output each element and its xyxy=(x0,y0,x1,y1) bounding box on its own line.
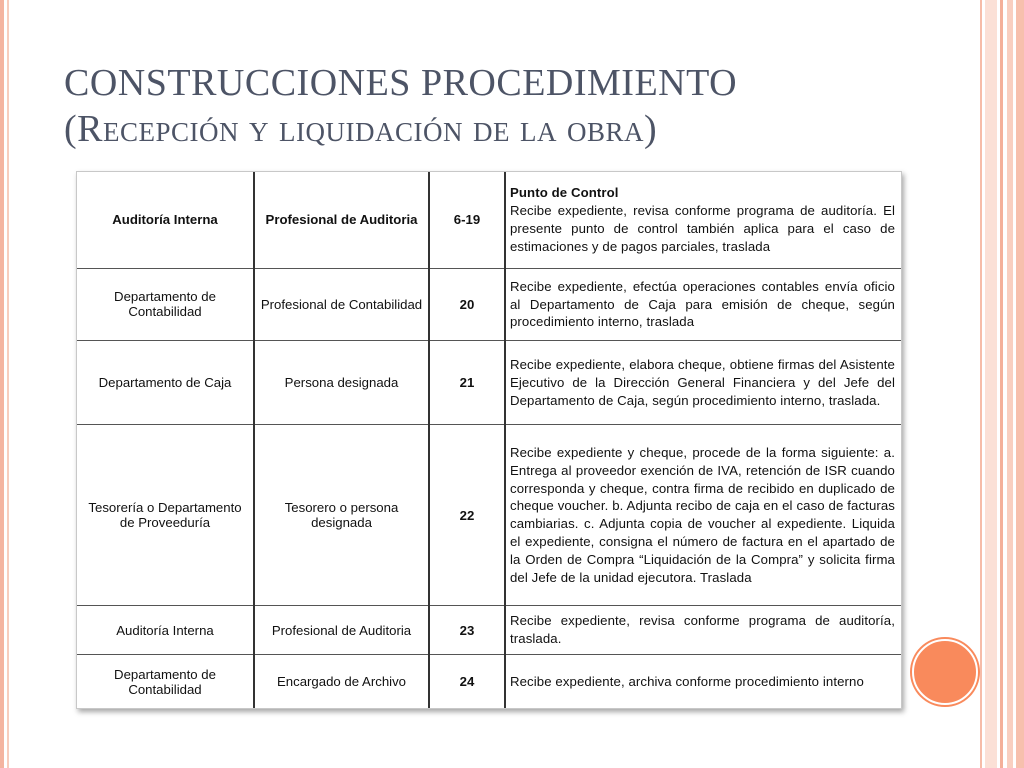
table-row xyxy=(77,655,901,708)
cell-role: Tesorero o persona designada xyxy=(254,425,429,606)
slide-title-line2: (Recepción y liquidación de la obra) xyxy=(64,108,658,150)
cell-step: 23 xyxy=(429,606,505,655)
cell-step: 22 xyxy=(429,425,505,606)
slide-title xyxy=(64,60,924,152)
table-row xyxy=(77,606,901,655)
cell-desc: Recibe expediente, elabora cheque, obtiene firmas del Asistente Ejecutivo de la Dirección General Financiera y del Jefe del Departamento de Caja, según procedimiento interno, traslada. xyxy=(505,341,901,425)
table-row xyxy=(77,268,901,340)
header-control xyxy=(505,172,901,268)
cell-desc: Recibe expediente, archiva conforme procedimiento interno xyxy=(510,673,864,689)
slide-title-line1: CONSTRUCCIONES PROCEDIMIENTO xyxy=(64,62,738,104)
header-role: Profesional de Auditoria xyxy=(254,172,429,268)
left-stripe-inner xyxy=(7,0,9,768)
cell-role: Profesional de Auditoria xyxy=(254,606,429,655)
table-row xyxy=(77,425,901,606)
right-stripe-2 xyxy=(1007,0,1013,768)
cell-dept: Tesorería o Departamento de Proveeduría xyxy=(77,425,254,606)
header-control-title: Punto de Control xyxy=(510,185,619,201)
right-stripe-1 xyxy=(1016,0,1024,768)
cell-step: 20 xyxy=(429,268,505,340)
left-stripe-outer xyxy=(0,0,4,768)
cell-dept: Departamento de Caja xyxy=(77,341,254,425)
cell-step: 24 xyxy=(429,655,505,708)
right-stripe-3 xyxy=(1000,0,1003,768)
procedure-table-image xyxy=(76,171,902,709)
right-stripe-5 xyxy=(980,0,982,768)
cell-step: 21 xyxy=(429,341,505,425)
table-header-row xyxy=(77,172,901,268)
right-stripe-4 xyxy=(985,0,997,768)
header-dept: Auditoría Interna xyxy=(77,172,254,268)
cell-dept: Departamento de Contabilidad xyxy=(77,268,254,340)
cell-role: Profesional de Contabilidad xyxy=(254,268,429,340)
cell-desc: Recibe expediente, efectúa operaciones contables envía oficio al Departamento de Caja para emisión de cheque, según procedimiento interno, traslada xyxy=(505,268,901,340)
cell-dept: Departamento de Contabilidad xyxy=(77,655,254,708)
cell-role: Persona designada xyxy=(254,341,429,425)
cell-role: Encargado de Archivo xyxy=(254,655,429,708)
decorative-orange-circle xyxy=(912,639,978,705)
cell-dept: Auditoría Interna xyxy=(77,606,254,655)
header-control-text: Recibe expediente, revisa conforme programa de auditoría. El presente punto de control también aplica para el caso de estimaciones y de pagos parciales, traslada xyxy=(510,203,895,254)
header-step: 6-19 xyxy=(429,172,505,268)
procedure-table xyxy=(77,172,901,708)
table-row xyxy=(77,341,901,425)
cell-desc: Recibe expediente y cheque, procede de la forma siguiente: a. Entrega al proveedor exención de IVA, retención de ISR cuando corresponda y cheque, contra firma de recibido en duplicado de cheque voucher. b. Adjunta recibo de caja en el caso de facturas cambiarias. c. Adjunta copia de voucher al expediente. Liquida el expediente, consigna el número de factura en el apartado de la Orden de Compra “Liquidación de la Compra” y solicita firma del Jefe de la unidad ejecutora. Traslada xyxy=(505,425,901,606)
cell-desc: Recibe expediente, revisa conforme programa de auditoría, traslada. xyxy=(505,606,901,655)
